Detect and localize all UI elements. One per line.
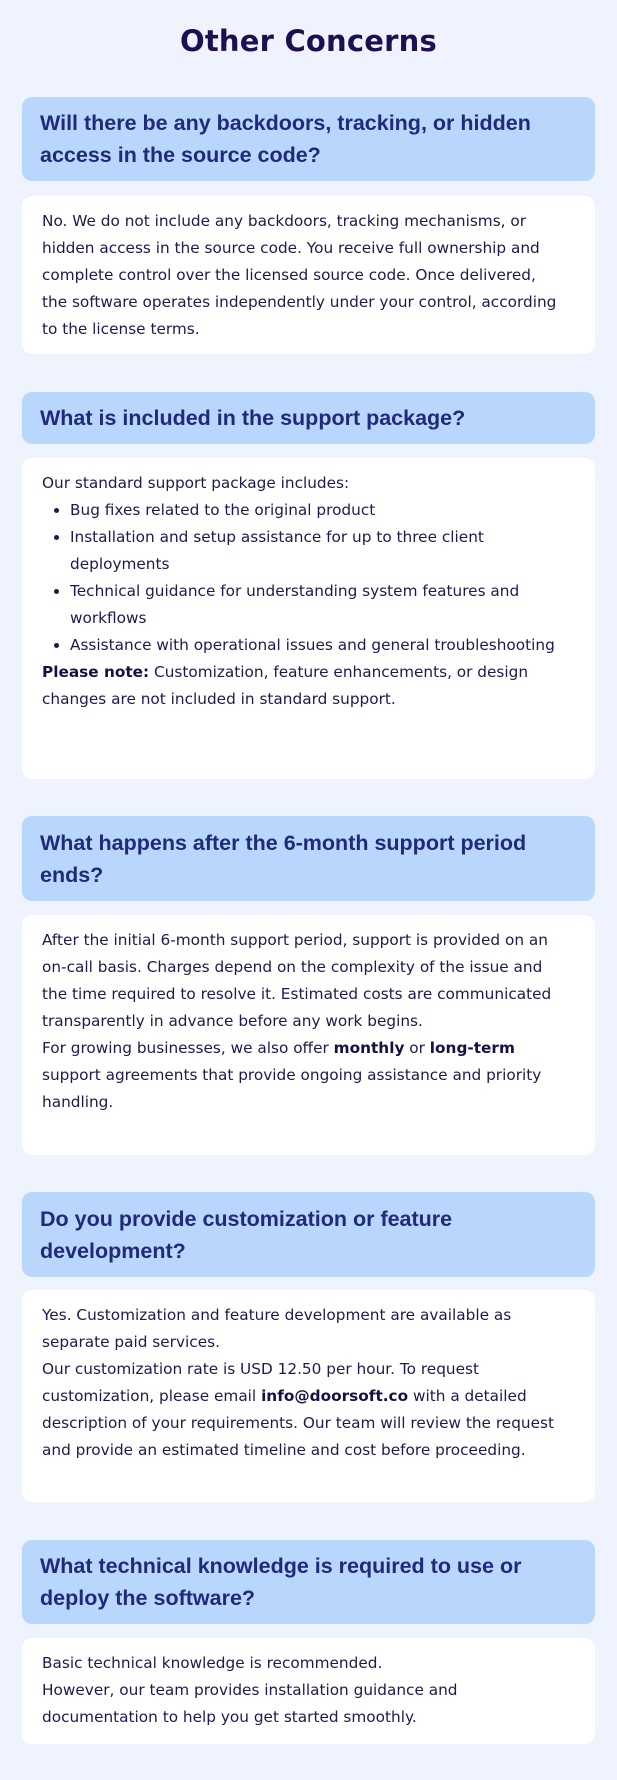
answer-text: However, our team provides installation guidance and documentation to help you get started smoothly. <box>42 1681 458 1726</box>
question-text: What happens after the 6-month support period ends? <box>40 830 527 887</box>
faq-question-customization <box>22 1192 595 1277</box>
bold-monthly: monthly <box>333 1039 405 1057</box>
faq-question-backdoors <box>22 97 595 181</box>
faq-answer-customization <box>22 1290 595 1502</box>
note-label: Please note: <box>42 663 150 681</box>
question-text: What technical knowledge is required to use or deploy the software? <box>40 1554 522 1610</box>
bold-long-term: long-term <box>429 1039 515 1057</box>
text-segment: For growing businesses, we also offer <box>42 1039 334 1057</box>
note-text: Customization, feature enhancements, or design changes are not included in standard support. <box>42 663 529 708</box>
text-segment: support agreements that provide ongoing assistance and priority handling. <box>42 1066 542 1111</box>
faq-answer-support-package <box>22 458 595 779</box>
answer-text: Yes. Customization and feature development are available as separate paid services. <box>42 1306 512 1351</box>
page-title: Other Concerns <box>180 24 437 58</box>
support-items-list <box>42 497 565 659</box>
faq-question-support-package <box>22 392 595 444</box>
list-item: • Assistance with operational issues and general troubleshooting <box>70 632 565 659</box>
text-segment: with a detailed description of your requirements. Our team will review the request and provide an estimated timeline and cost before proceeding. <box>42 1387 554 1459</box>
list-item: • Bug fixes related to the original product <box>70 497 565 524</box>
faq-answer-after-support <box>22 915 595 1155</box>
answer-text <box>42 1356 565 1464</box>
text-segment: Our customization rate is USD 12.50 per hour. To request customization, please email <box>42 1360 479 1405</box>
answer-text: No. We do not include any backdoors, tracking mechanisms, or hidden access in the source code. You receive full ownership and complete control over the licensed source code. Once delivered, the software operates independently under your control, according to the license terms. <box>42 212 557 338</box>
answer-text: Basic technical knowledge is recommended. <box>42 1654 383 1672</box>
text-segment: or <box>404 1039 430 1057</box>
faq-answer-technical-knowledge <box>22 1638 595 1744</box>
email-link[interactable]: info@doorsoft.co <box>261 1387 409 1405</box>
list-item: • Technical guidance for understanding system features and workflows <box>70 578 565 632</box>
question-text: Will there be any backdoors, tracking, or hidden access in the source code? <box>40 111 531 167</box>
answer-text <box>42 1035 565 1116</box>
faq-answer-backdoors <box>22 196 595 354</box>
answer-intro: Our standard support package includes: <box>42 474 350 492</box>
answer-note <box>42 659 565 713</box>
list-item: • Installation and setup assistance for up to three client deployments <box>70 524 565 578</box>
answer-text: After the initial 6-month support period, support is provided on an on-call basis. Charges depend on the complexity of the issue and the time required to resolve it. Estimated costs are communicated transparently in advance before any work begins. <box>42 931 552 1030</box>
faq-question-after-support <box>22 816 595 901</box>
question-text: Do you provide customization or feature development? <box>40 1206 453 1263</box>
question-text: What is included in the support package? <box>40 406 466 430</box>
faq-question-technical-knowledge <box>22 1540 595 1624</box>
